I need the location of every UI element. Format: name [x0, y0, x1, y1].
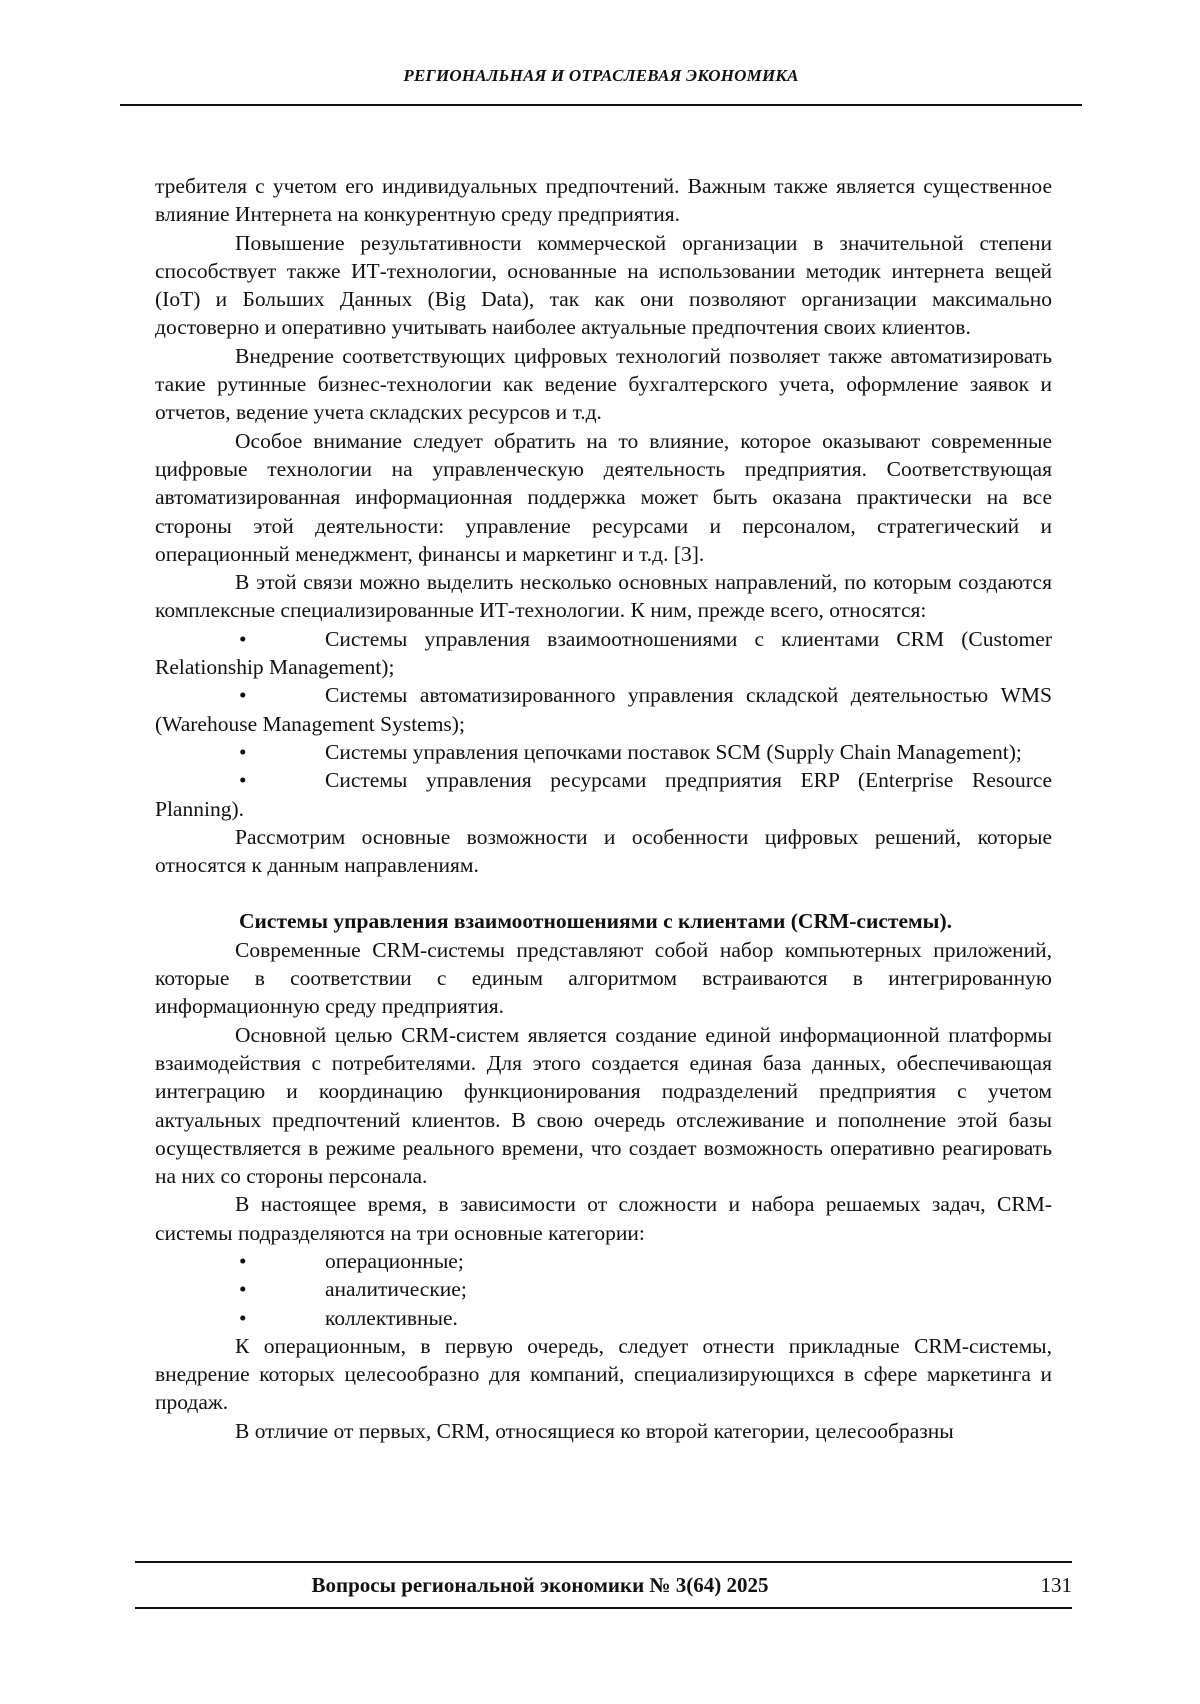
paragraph: К операционным, в первую очередь, следует отнести прикладные CRM-системы, внедрение которых целесообразно для компаний, специализирующихся в сфере маркетинга и продаж. — [155, 1333, 1052, 1415]
footer-rule-bottom — [135, 1607, 1072, 1609]
list-item-text: Системы автоматизированного управления складской деятельностью WMS (Warehouse Management Systems); — [155, 683, 1052, 736]
list-item-text: Системы управления взаимоотношениями с клиентами CRM (Customer Relationship Management); — [155, 626, 1052, 680]
paragraph: Современные CRM-системы представляют собой набор компьютерных приложений, которые в соответствии с единым алгоритмом встраиваются в интегрированную информационную среду предприятия. — [155, 937, 1052, 1019]
paragraph: В этой связи можно выделить несколько основных направлений, по которым создаются комплексные специализированные ИТ-технологии. К ним, прежде всего, относятся: — [155, 570, 1052, 623]
list-item — [155, 1247, 1052, 1275]
paragraph: Рассмотрим основные возможности и особенности цифровых решений, которые относятся к данным направлениям. — [155, 824, 1052, 878]
list-item-text: Системы управления цепочками поставок SCM (Supply Chain Management); — [325, 739, 1022, 764]
list-item-text: Системы управления ресурсами предприятия ERP (Enterprise Resource Planning). — [155, 768, 1052, 821]
list-item-text: аналитические; — [325, 1277, 467, 1302]
list-item — [155, 738, 1052, 766]
bullet-icon: • — [239, 626, 247, 651]
paragraph: Повышение результативности коммерческой организации в значительной степени способствует также ИТ-технологии, основанные на использовании методик интернета вещей (IoT) и Больших Данных (Big Data), так как они позволяют организации максимально достоверно и оперативно учитывать наиболее актуальные предпочтения своих клиентов. — [155, 230, 1052, 340]
footer-journal-title: Вопросы региональной экономики № 3(64) 2025 — [311, 1573, 769, 1597]
list-item — [155, 766, 1052, 823]
bullet-icon: • — [239, 683, 247, 708]
paragraph: В отличие от первых, CRM, относящиеся ко второй категории, целесообразны — [235, 1418, 954, 1443]
bullet-icon: • — [239, 1305, 247, 1330]
paragraph: Внедрение соответствующих цифровых технологий позволяет также автоматизировать такие рутинные бизнес-технологии как ведение бухгалтерского учета, оформление заявок и отчетов, ведение учета складских ресурсов и т.д. — [155, 343, 1052, 425]
bullet-icon: • — [239, 768, 247, 793]
list-item — [155, 625, 1052, 682]
header-rule — [120, 104, 1082, 106]
list-item-text: коллективные. — [325, 1305, 458, 1330]
list-item — [155, 1275, 1052, 1303]
bullet-icon: • — [239, 1248, 247, 1273]
list-item — [155, 1304, 1052, 1332]
section-heading: Системы управления взаимоотношениями с клиентами (CRM-системы). — [239, 909, 952, 934]
bullet-icon: • — [239, 739, 247, 764]
list-item-text: операционные; — [325, 1248, 464, 1273]
section-gap — [155, 879, 1052, 907]
footer-rule-top — [135, 1561, 1072, 1563]
paragraph: Особое внимание следует обратить на то влияние, которое оказывают современные цифровые технологии на управленческую деятельность предприятия. Соответствующая автоматизированная информационная поддержка может быть оказана практически на все стороны этой деятельности: управление ресурсами и персоналом, стратегический и операционный менеджмент, финансы и маркетинг и т.д. [3]. — [155, 428, 1052, 566]
page-number: 131 — [1040, 1573, 1072, 1597]
list-item — [155, 681, 1052, 738]
paragraph: требителя с учетом его индивидуальных предпочтений. Важным также является существенное влияние Интернета на конкурентную среду предприятия. — [155, 174, 1052, 227]
running-head: РЕГИОНАЛЬНАЯ И ОТРАСЛЕВАЯ ЭКОНОМИКА — [403, 66, 799, 85]
bullet-icon: • — [239, 1277, 247, 1302]
article-body — [155, 172, 1052, 1445]
paragraph: В настоящее время, в зависимости от сложности и набора решаемых задач, CRM-системы подразделяются на три основные категории: — [155, 1192, 1052, 1245]
paragraph: Основной целью CRM-систем является создание единой информационной платформы взаимодействия с потребителями. Для этого создается единая база данных, обеспечивающая интеграцию и координацию функционирования подразделений предприятия с учетом актуальных предпочтений клиентов. В свою очередь отслеживание и пополнение этой базы осуществляется в режиме реального времени, что создает возможность оперативно реагировать на них со стороны персонала. — [155, 1022, 1052, 1189]
